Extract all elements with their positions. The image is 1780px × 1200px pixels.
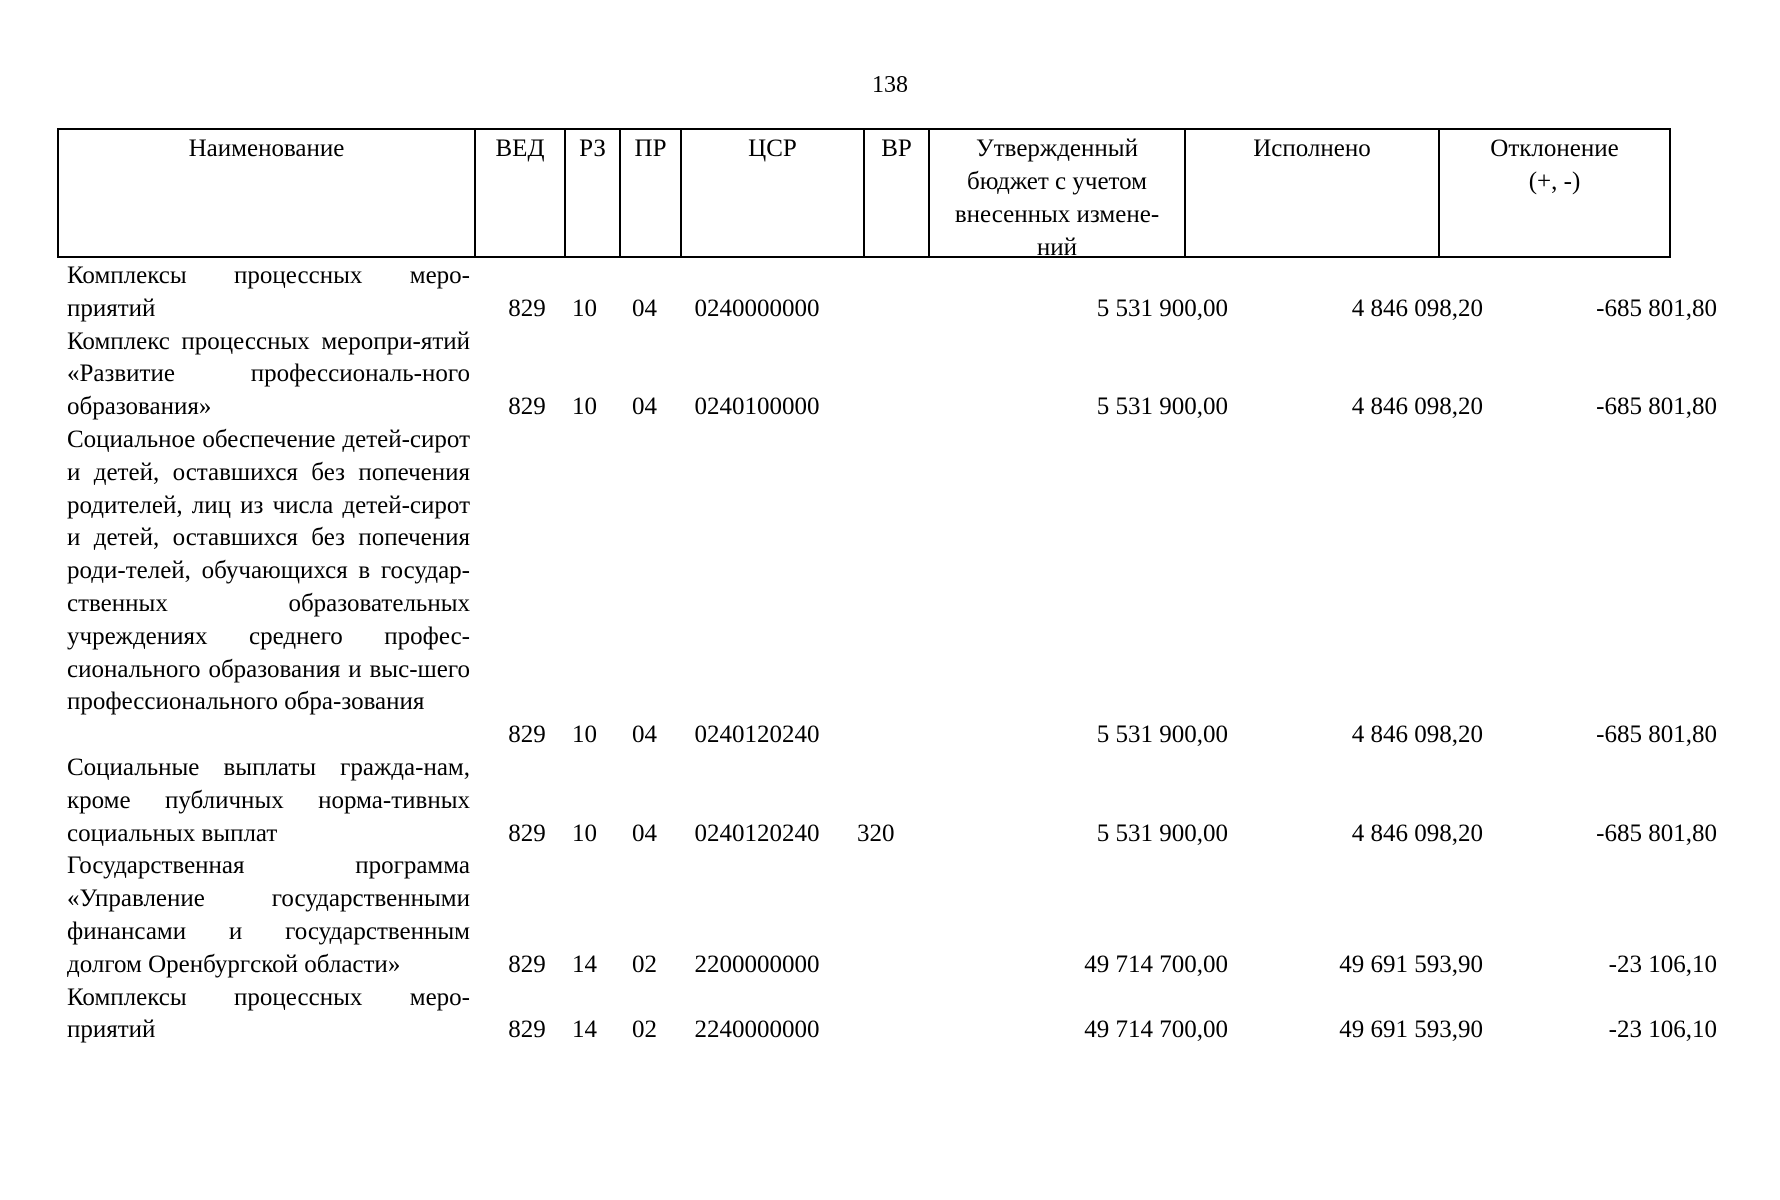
- row-ved: 829: [508, 1016, 546, 1044]
- row-deviation: -685 801,80: [1596, 721, 1717, 749]
- row-csr: 0240000000: [694, 294, 820, 322]
- row-pr: 04: [632, 819, 657, 847]
- header-name: Наименование: [59, 130, 476, 256]
- row-done: 4 846 098,20: [1351, 721, 1483, 749]
- row-done: 49 691 593,90: [1339, 1016, 1483, 1044]
- table-header: [57, 128, 1671, 261]
- header-done: Исполнено: [1186, 130, 1440, 256]
- row-name: Социальные выплаты гражда-нам, кроме публичных норма-тивных социальных выплат: [67, 754, 470, 847]
- row-ved: 829: [508, 294, 546, 322]
- header-pr: ПР: [621, 130, 682, 256]
- header-vr: ВР: [865, 130, 930, 256]
- row-deviation: -23 106,10: [1608, 950, 1717, 978]
- row-csr: 0240100000: [694, 393, 820, 421]
- row-approved: 5 531 900,00: [1096, 294, 1228, 322]
- header-deviation: Отклонение (+, -): [1490, 135, 1619, 195]
- row-pr: 02: [632, 1016, 657, 1044]
- row-name: Комплексы процессных меро-приятий: [67, 262, 470, 322]
- row-name: Государственная программа «Управление государственными финансами и государственным долгом Оренбургской области»: [67, 852, 470, 978]
- row-name: Комплексы процессных меро-приятий: [67, 983, 470, 1044]
- header-approved: Утвержденный бюджет с учетом внесенных измене-ний: [930, 130, 1186, 256]
- row-rz: 14: [572, 950, 597, 978]
- row-ved: 829: [508, 721, 546, 749]
- row-done: 4 846 098,20: [1351, 393, 1483, 421]
- row-rz: 14: [572, 1016, 597, 1044]
- row-pr: 04: [632, 721, 657, 749]
- row-name: Социальное обеспечение детей-сирот и детей, оставшихся без попечения родителей, лиц из числа детей-сирот и детей, оставшихся без попечения роди-телей, обучающихся в государ-ственных образовательных учреждениях среднего профес-сионального образования и выс-шего профессионального обра-зования: [67, 426, 470, 716]
- header-csr: ЦСР: [682, 130, 865, 256]
- row-approved: 5 531 900,00: [1096, 721, 1228, 749]
- row-approved: 49 714 700,00: [1084, 950, 1228, 978]
- row-approved: 5 531 900,00: [1096, 393, 1228, 421]
- row-deviation: -685 801,80: [1596, 819, 1717, 847]
- row-rz: 10: [572, 819, 597, 847]
- row-rz: 10: [572, 393, 597, 421]
- row-pr: 04: [632, 393, 657, 421]
- row-name: Комплекс процессных меропри-ятий «Развитие профессиональ-ного образования»: [67, 327, 470, 421]
- row-approved: 49 714 700,00: [1084, 1016, 1228, 1044]
- page-number: 138: [872, 72, 908, 98]
- row-done: 49 691 593,90: [1339, 950, 1483, 978]
- row-pr: 02: [632, 950, 657, 978]
- row-csr: 0240120240: [694, 721, 820, 749]
- row-done: 4 846 098,20: [1351, 294, 1483, 322]
- row-csr: 2240000000: [694, 1016, 820, 1044]
- row-deviation: -685 801,80: [1596, 294, 1717, 322]
- row-rz: 10: [572, 294, 597, 322]
- header-ved: ВЕД: [476, 130, 566, 256]
- row-ved: 829: [508, 819, 546, 847]
- row-rz: 10: [572, 721, 597, 749]
- row-ved: 829: [508, 950, 546, 978]
- row-deviation: -685 801,80: [1596, 393, 1717, 421]
- row-csr: 2200000000: [694, 950, 820, 978]
- row-approved: 5 531 900,00: [1096, 819, 1228, 847]
- row-deviation: -23 106,10: [1608, 1016, 1717, 1044]
- row-done: 4 846 098,20: [1351, 819, 1483, 847]
- row-pr: 04: [632, 294, 657, 322]
- row-csr: 0240120240: [694, 819, 820, 847]
- header-rz: РЗ: [566, 130, 621, 256]
- row-vr: 320: [857, 819, 895, 847]
- row-ved: 829: [508, 393, 546, 421]
